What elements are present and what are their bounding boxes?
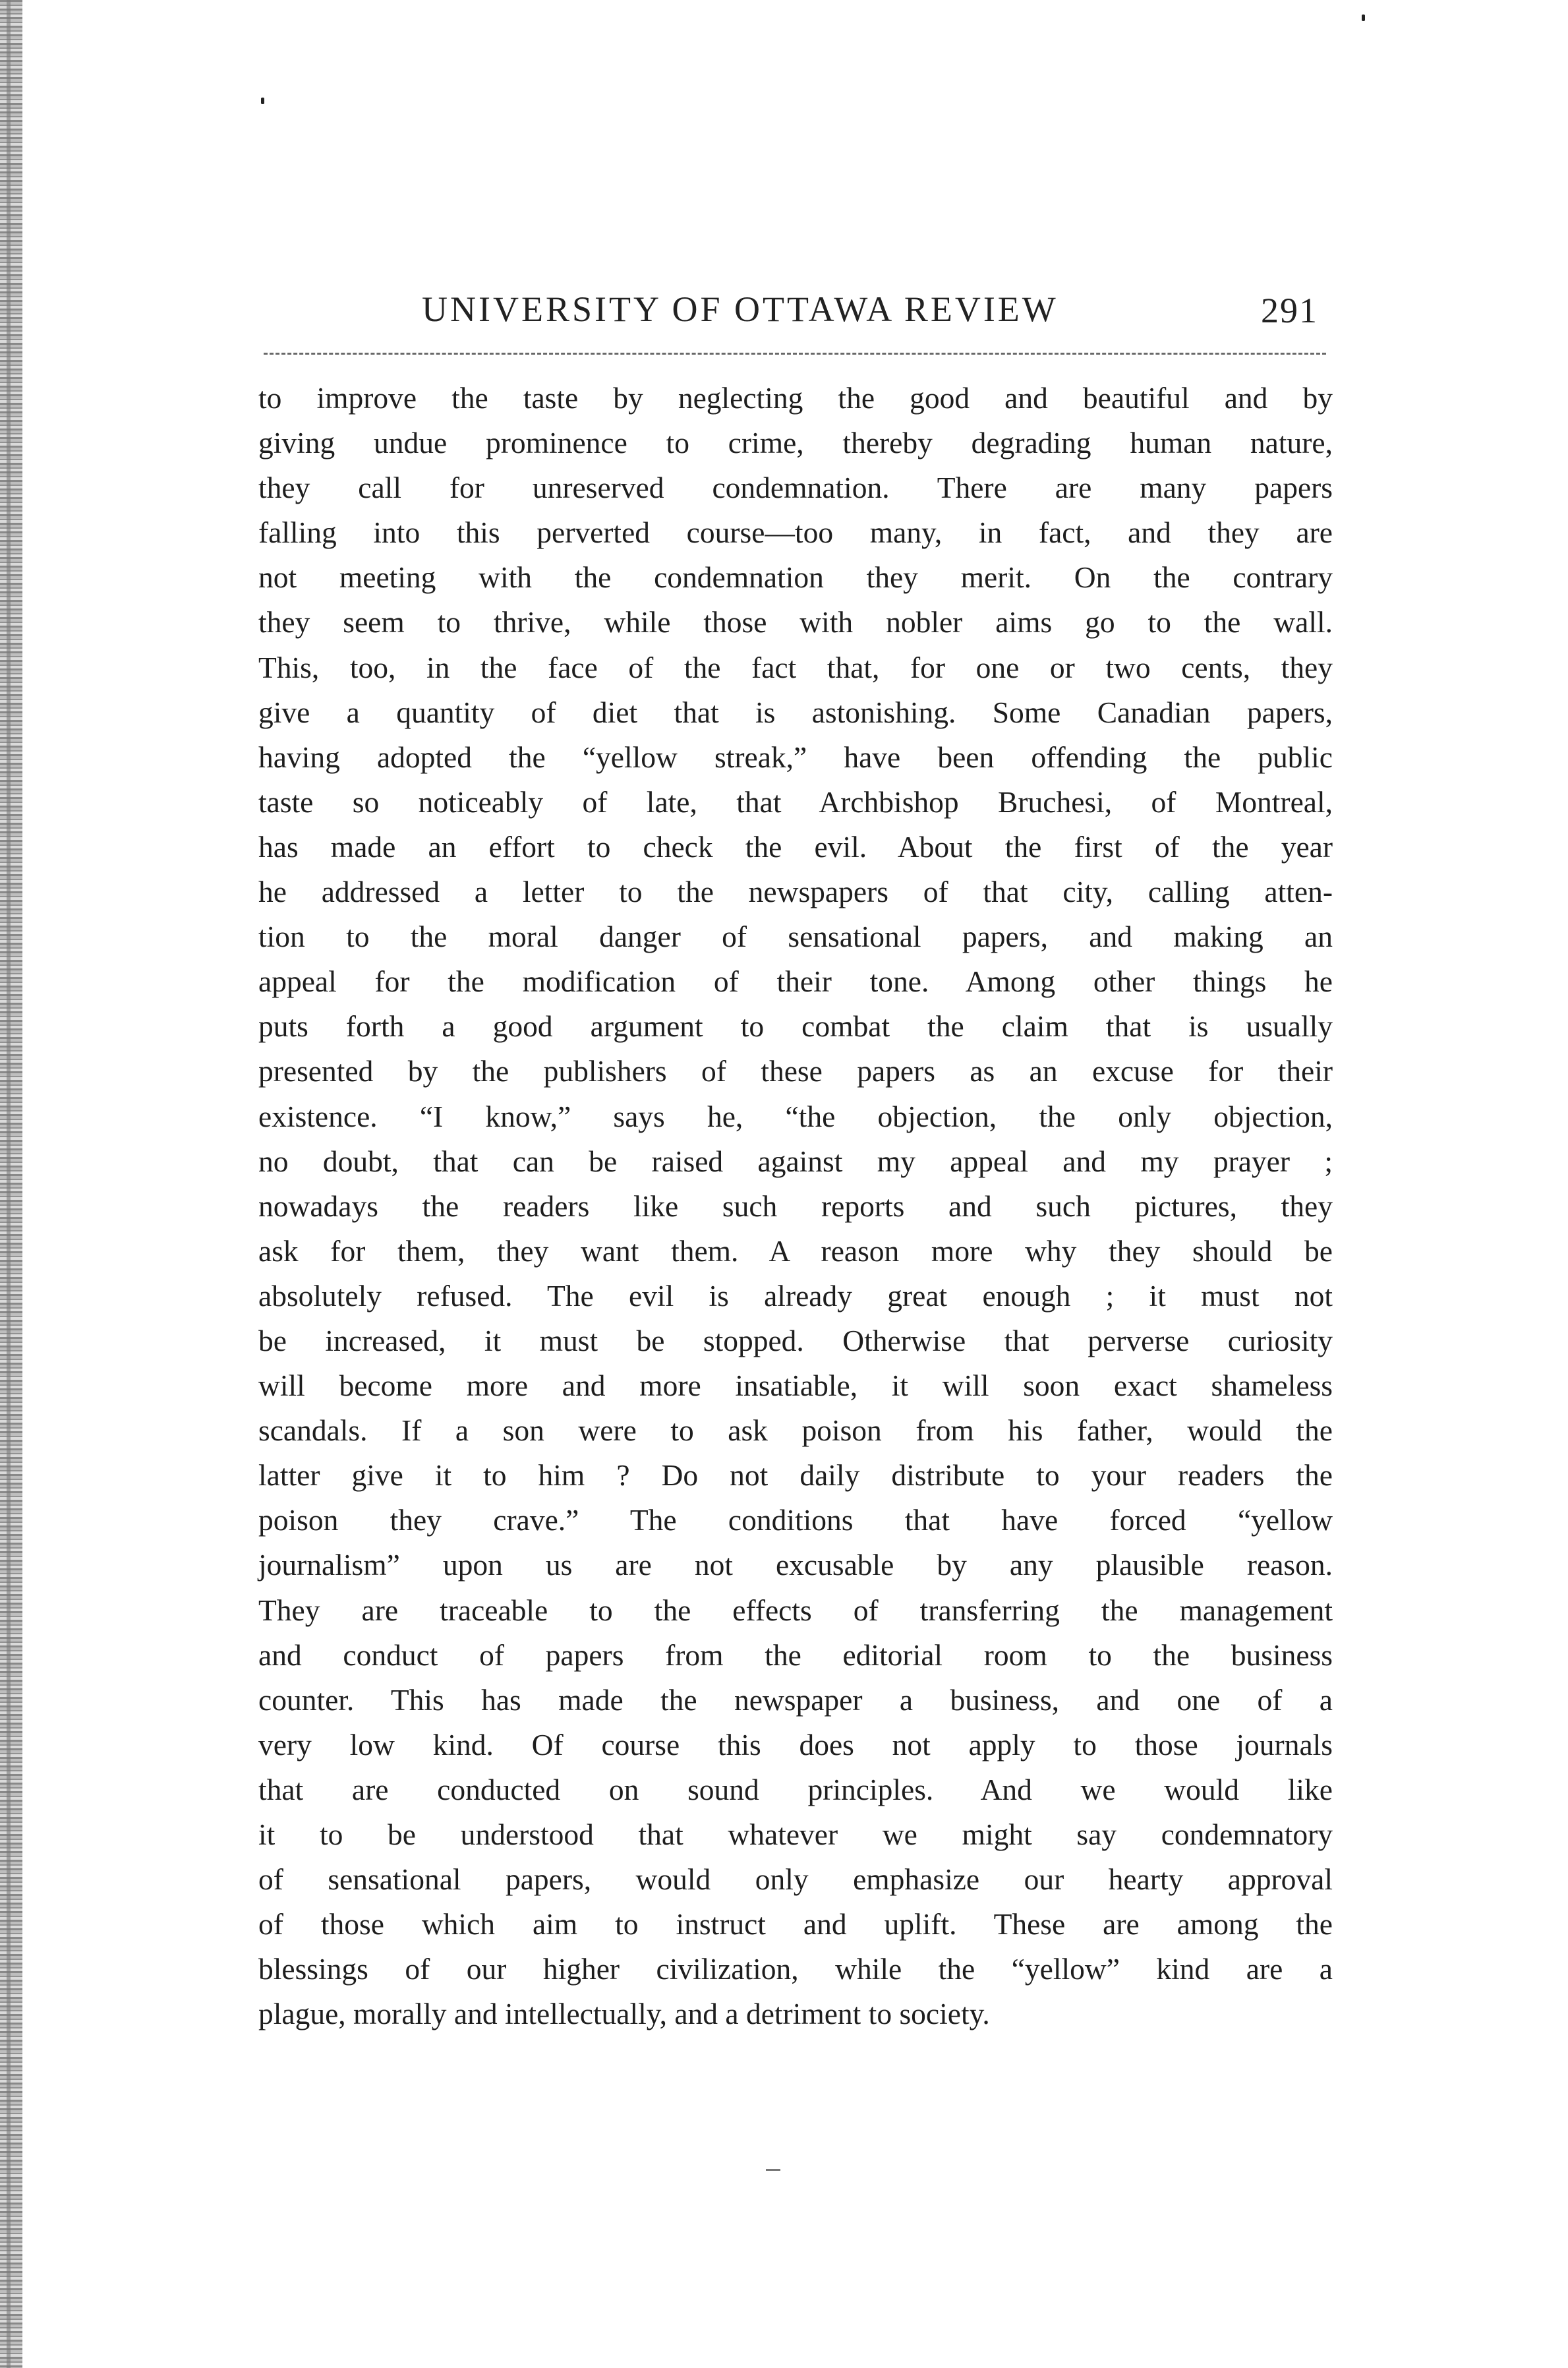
text-line: of those which aim to instruct and uplift. These are among the (258, 1907, 1333, 1941)
text-line: he addressed a letter to the newspapers of that city, calling atten- (258, 875, 1333, 909)
scan-mark (766, 2169, 780, 2171)
binding-edge (0, 0, 22, 2368)
text-line: existence. “I know,” says he, “the objection, the only objection, (258, 1099, 1333, 1133)
text-line: be increased, it must be stopped. Otherwise that perverse curiosity (258, 1323, 1333, 1357)
text-line: has made an effort to check the evil. About the first of the year (258, 829, 1333, 864)
text-line: of sensational papers, would only emphasize our hearty approval (258, 1862, 1333, 1897)
text-line: journalism” upon us are not excusable by any plausible reason. (258, 1548, 1333, 1582)
text-line: give a quantity of diet that is astonishing. Some Canadian papers, (258, 695, 1333, 729)
text-line: appeal for the modification of their tone. Among other things he (258, 964, 1333, 999)
header-rule (264, 353, 1326, 355)
text-line: and conduct of papers from the editorial room to the business (258, 1638, 1333, 1672)
text-line: tion to the moral danger of sensational papers, and making an (258, 920, 1333, 954)
running-title: UNIVERSITY OF OTTAWA REVIEW (422, 289, 1059, 329)
text-line: that are conducted on sound principles. And we would like (258, 1772, 1333, 1806)
page-header (422, 289, 1331, 348)
text-line: they call for unreserved condemnation. There are many papers (258, 471, 1333, 505)
text-line: nowadays the readers like such reports and such pictures, they (258, 1189, 1333, 1223)
text-line: giving undue prominence to crime, thereby degrading human nature, (258, 426, 1333, 460)
text-line: blessings of our higher civilization, while the “yellow” kind are a (258, 1952, 1333, 1986)
text-line: they seem to thrive, while those with nobler aims go to the wall. (258, 605, 1333, 639)
text-line: They are traceable to the effects of transferring the management (258, 1593, 1333, 1627)
text-line: not meeting with the condemnation they merit. On the contrary (258, 560, 1333, 595)
text-line: falling into this perverted course—too many, in fact, and they are (258, 516, 1333, 550)
scan-speck (1362, 15, 1365, 21)
text-line: very low kind. Of course this does not apply to those journals (258, 1727, 1333, 1761)
text-line: having adopted the “yellow streak,” have been offending the public (258, 740, 1333, 774)
text-line: ask for them, they want them. A reason more why they should be (258, 1233, 1333, 1268)
text-line: no doubt, that can be raised against my appeal and my prayer ; (258, 1144, 1333, 1178)
text-line: This, too, in the face of the fact that, for one or two cents, they (258, 650, 1333, 684)
text-line: puts forth a good argument to combat the claim that is usually (258, 1009, 1333, 1044)
text-line: scandals. If a son were to ask poison from his father, would the (258, 1413, 1333, 1448)
scan-speck (261, 98, 264, 104)
article-body (258, 376, 1333, 2036)
text-line: plague, morally and intellectually, and a detriment to society. (258, 1997, 990, 2031)
text-line: presented by the publishers of these papers as an excuse for their (258, 1054, 1333, 1088)
text-line: taste so noticeably of late, that Archbishop Bruchesi, of Montreal, (258, 784, 1333, 819)
text-line: absolutely refused. The evil is already great enough ; it must not (258, 1278, 1333, 1313)
text-line: poison they crave.” The conditions that have forced “yellow (258, 1503, 1333, 1537)
text-line: to improve the taste by neglecting the good and beautiful and by (258, 381, 1333, 415)
text-line: it to be understood that whatever we might say condemnatory (258, 1818, 1333, 1851)
text-line: counter. This has made the newspaper a business, and one of a (258, 1682, 1333, 1717)
page-number: 291 (1261, 291, 1318, 330)
text-line: latter give it to him ? Do not daily distribute to your readers the (258, 1458, 1333, 1493)
text-line: will become more and more insatiable, it will soon exact shameless (258, 1369, 1333, 1403)
